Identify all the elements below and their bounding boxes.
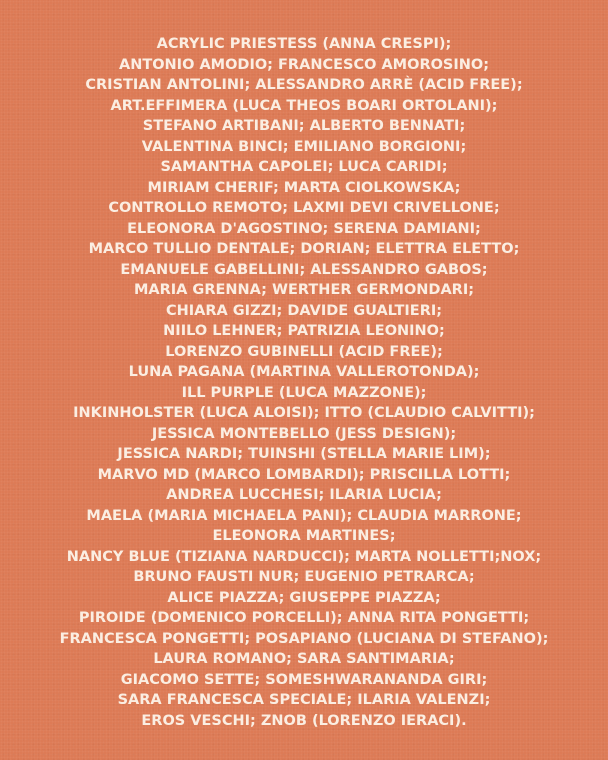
credit-line: CONTROLLO REMOTO; LAXMI DEVI CRIVELLONE; <box>108 200 500 216</box>
credit-line: ANTONIO AMODIO; FRANCESCO AMOROSINO; <box>118 56 490 73</box>
credit-line: ART.EFFIMERA (LUCA THEOS BOARI ORTOLANI); <box>110 97 498 114</box>
credit-line: EMANUELE GABELLINI; ALESSANDRO GABOS; <box>120 261 488 278</box>
credit-line: ELEONORA D'AGOSTINO; SERENA DAMIANI; <box>127 220 481 237</box>
credits-list <box>0 34 608 731</box>
credit-line: ILL PURPLE (LUCA MAZZONE); <box>181 384 427 401</box>
credit-line: EROS VESCHI; ZNOB (LORENZO IERACI). <box>141 712 467 729</box>
credit-line: MARVO MD (MARCO LOMBARDI); PRISCILLA LOTTI; <box>97 466 511 483</box>
credit-line: FRANCESCA PONGETTI; POSAPIANO (LUCIANA DI STEFANO); <box>59 630 549 647</box>
credit-line: LAURA ROMANO; SARA SANTIMARIA; <box>153 651 455 667</box>
credit-line: GIACOMO SETTE; SOMESHWARANANDA GIRI; <box>120 671 488 688</box>
credit-line: ANDREA LUCCHESI; ILARIA LUCIA; <box>166 487 442 503</box>
credit-line: SARA FRANCESCA SPECIALE; ILARIA VALENZI; <box>117 692 491 708</box>
credit-line: MIRIAM CHERIF; MARTA CIOLKOWSKA; <box>147 179 461 196</box>
credit-line: ELEONORA MARTINES; <box>212 528 396 544</box>
credit-line: VALENTINA BINCI; EMILIANO BORGIONI; <box>141 138 467 155</box>
credit-line: ACRYLIC PRIESTESS (ANNA CRESPI); <box>156 36 452 52</box>
credit-line: INKINHOLSTER (LUCA ALOISI); ITTO (CLAUDIO CALVITTI); <box>73 405 535 421</box>
credit-line: MAELA (MARIA MICHAELA PANI); CLAUDIA MARRONE; <box>86 507 522 524</box>
credit-line: NANCY BLUE (TIZIANA NARDUCCI); MARTA NOLLETTI;NOX; <box>66 548 542 565</box>
credit-line: JESSICA MONTEBELLO (JESS DESIGN); <box>151 425 457 442</box>
credit-line: LORENZO GUBINELLI (ACID FREE); <box>165 343 443 360</box>
credit-line: NIILO LEHNER; PATRIZIA LEONINO; <box>163 323 445 339</box>
credit-line: ALICE PIAZZA; GIUSEPPE PIAZZA; <box>167 589 441 606</box>
credit-line: MARIA GRENNA; WERTHER GERMONDARI; <box>133 282 475 298</box>
credit-line: BRUNO FAUSTI NUR; EUGENIO PETRARCA; <box>133 569 475 585</box>
credit-line: MARCO TULLIO DENTALE; DORIAN; ELETTRA ELETTO; <box>88 241 520 257</box>
credit-line: JESSICA NARDI; TUINSHI (STELLA MARIE LIM); <box>117 446 491 462</box>
credit-line: PIROIDE (DOMENICO PORCELLI); ANNA RITA PONGETTI; <box>78 610 530 626</box>
credit-line: CRISTIAN ANTOLINI; ALESSANDRO ARRÈ (ACID FREE); <box>85 77 523 93</box>
credit-line: LUNA PAGANA (MARTINA VALLEROTONDA); <box>128 364 480 380</box>
credit-line: STEFANO ARTIBANI; ALBERTO BENNATI; <box>142 118 466 134</box>
credit-line: SAMANTHA CAPOLEI; LUCA CARIDI; <box>160 159 448 175</box>
credit-line: CHIARA GIZZI; DAVIDE GUALTIERI; <box>165 302 443 319</box>
